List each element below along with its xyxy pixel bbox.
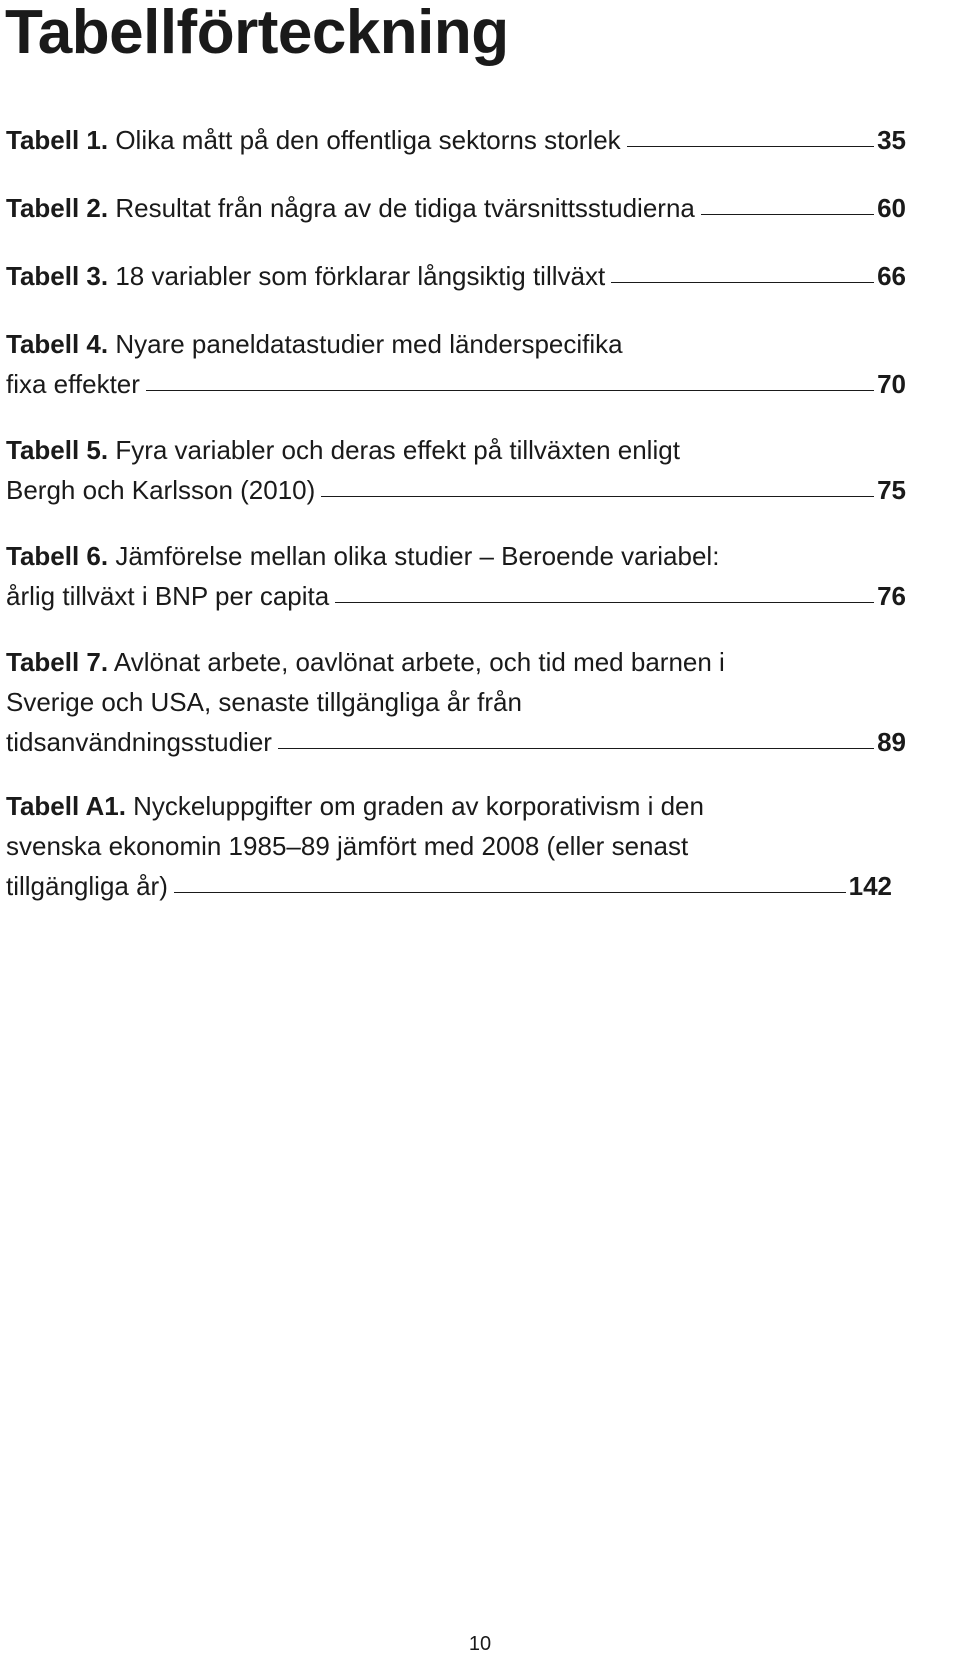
toc-entry-label: Tabell 5. (6, 435, 109, 465)
toc-entry-label: Tabell 6. (6, 541, 109, 571)
toc-entry-title-continued: tillgängliga år) (6, 871, 168, 901)
toc-entry-tabell-2[interactable] (6, 188, 906, 228)
toc-entry-title-continued: Bergh och Karlsson (2010) (6, 475, 316, 505)
toc-entry-tabell-3[interactable] (6, 256, 906, 296)
toc-entry-label: Tabell 3. (6, 261, 109, 291)
toc-entry-last-line (6, 722, 906, 762)
toc-entry-title: Jämförelse mellan olika studier – Beroende variabel: (108, 541, 720, 571)
toc-entry-tabell-6[interactable] (6, 536, 906, 616)
toc-entry-first-line (6, 536, 906, 576)
toc-leader-line (611, 282, 874, 283)
toc-entry-title: 18 variabler som förklarar långsiktig tillväxt (108, 261, 606, 291)
toc-leader-line (146, 390, 874, 391)
toc-entry-title-continued: fixa effekter (6, 369, 140, 399)
toc-entry-label: Tabell 4. (6, 329, 109, 359)
toc-entry-last-line (6, 576, 906, 616)
toc-entry-last-line (6, 120, 906, 160)
toc-page-number: 60 (877, 193, 906, 223)
toc-leader-line (174, 892, 846, 893)
toc-page-number: 76 (877, 581, 906, 611)
toc-entry-tabell-a1[interactable] (6, 786, 906, 906)
toc-leader-line (278, 748, 874, 749)
toc-entry-first-line (6, 786, 906, 826)
toc-entry-label: Tabell A1. (6, 791, 126, 821)
toc-page-number: 142 (848, 871, 892, 901)
toc-entry-label: Tabell 2. (6, 193, 109, 223)
toc-entry-last-line (6, 866, 892, 906)
toc-entry-middle-line (6, 826, 906, 866)
toc-entry-title: Olika mått på den offentliga sektorns storlek (108, 125, 621, 155)
toc-leader-line (627, 146, 874, 147)
toc-entry-tabell-4[interactable] (6, 324, 906, 404)
toc-page-number: 70 (877, 369, 906, 399)
toc-entry-last-line (6, 364, 906, 404)
toc-entry-title: Resultat från några av de tidiga tvärsnittsstudierna (108, 193, 695, 223)
toc-entry-title-continued: Sverige och USA, senaste tillgängliga år från (6, 687, 522, 717)
toc-page-number: 89 (877, 727, 906, 757)
toc-entry-label: Tabell 7. (6, 647, 109, 677)
toc-entry-title-continued: tidsanvändningsstudier (6, 727, 272, 757)
toc-leader-line (321, 496, 874, 497)
toc-entry-title: Fyra variabler och deras effekt på tillväxten enligt (108, 435, 680, 465)
toc-entry-tabell-1[interactable] (6, 120, 906, 160)
toc-entry-last-line (6, 256, 906, 296)
toc-leader-line (335, 602, 874, 603)
toc-entry-last-line (6, 188, 906, 228)
toc-leader-line (701, 214, 874, 215)
toc-entry-label: Tabell 1. (6, 125, 109, 155)
toc-entry-first-line (6, 642, 906, 682)
toc-entry-last-line (6, 470, 906, 510)
page-title: Tabellförteckning (5, 0, 509, 67)
toc-entry-title: Avlönat arbete, oavlönat arbete, och tid med barnen i (108, 647, 725, 677)
toc-page-number: 66 (877, 261, 906, 291)
toc-entry-title: Nyare paneldatastudier med länderspecifika (108, 329, 623, 359)
toc-entry-middle-line (6, 682, 906, 722)
toc-entry-tabell-5[interactable] (6, 430, 906, 510)
toc-entry-tabell-7[interactable] (6, 642, 906, 762)
toc-entry-title: Nyckeluppgifter om graden av korporativism i den (125, 791, 704, 821)
toc-page-number: 75 (877, 475, 906, 505)
toc-page-number: 35 (877, 125, 906, 155)
toc-entry-title-continued: årlig tillväxt i BNP per capita (6, 581, 330, 611)
page-number: 10 (468, 1633, 492, 1655)
toc-entry-first-line (6, 324, 906, 364)
toc-entry-first-line (6, 430, 906, 470)
toc-entry-title-continued: svenska ekonomin 1985–89 jämfört med 2008 (eller senast (6, 831, 689, 861)
